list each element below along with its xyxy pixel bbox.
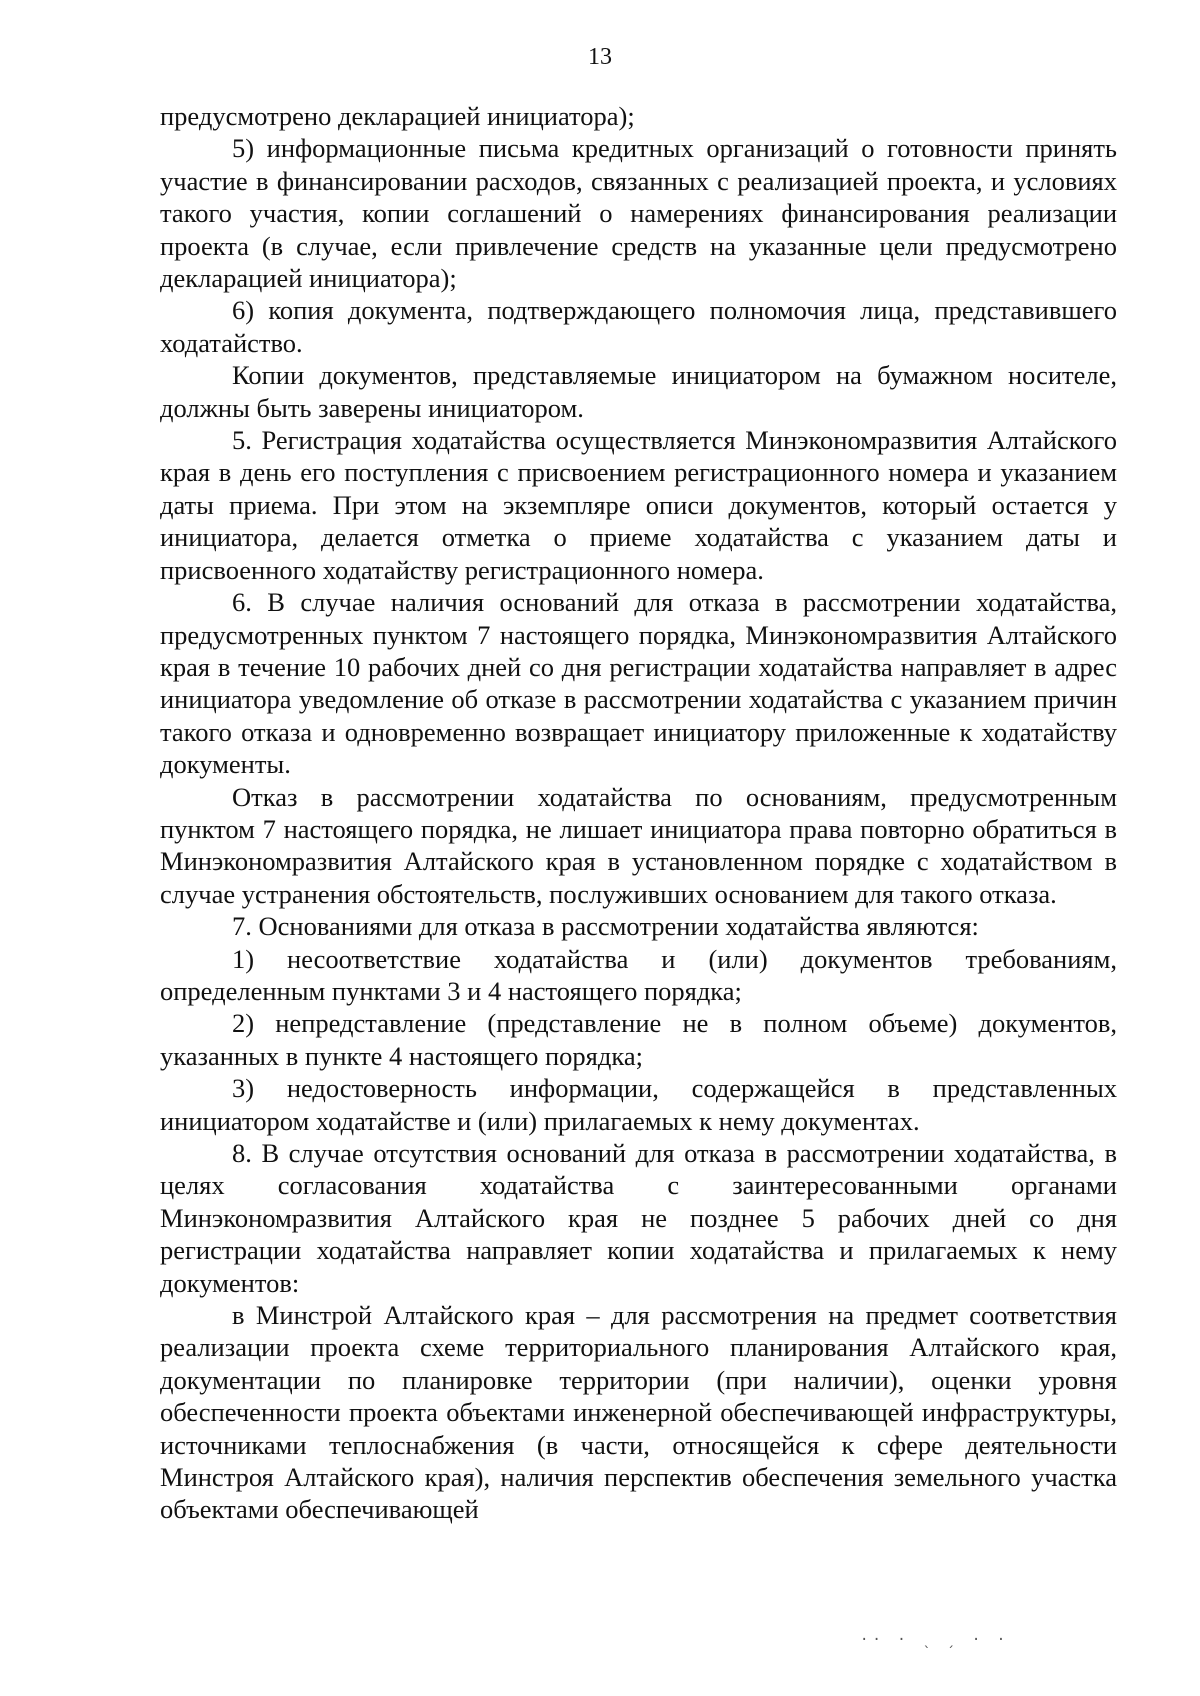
paragraph: 3) недостоверность информации, содержащейся в представленных инициатором ходатайстве и (или) прилагаемых к нему документах. [160, 1073, 1117, 1136]
paragraph: предусмотрено декларацией инициатора); [160, 101, 635, 131]
paragraph: Отказ в рассмотрении ходатайства по основаниям, предусмотренным пунктом 7 настоящего порядка, не лишает инициатора права повторно обратиться в Минэкономразвития Алтайского края в установленном порядке с ходатайством в случае устранения обстоятельств, послуживших основанием для такого отказа. [160, 781, 1117, 909]
paragraph: 7. Основаниями для отказа в рассмотрении ходатайства являются: [232, 911, 979, 942]
document-body [160, 100, 1117, 1526]
paragraph: 5) информационные письма кредитных организаций о готовности принять участие в финансировании расходов, связанных с реализацией проекта, и условиях такого участия, копии соглашений о намерениях финансирования реализации проекта (в случае, если привлечение средств на указанные цели предусмотрено декларацией инициатора); [160, 133, 1117, 294]
paragraph: 6) копия документа, подтверждающего полномочия лица, представившего ходатайство. [160, 295, 1117, 358]
paragraph: 2) непредставление (представление не в полном объеме) документов, указанных в пункте 4 настоящего порядка; [160, 1008, 1117, 1071]
paragraph: в Минстрой Алтайского края – для рассмотрения на предмет соответствия реализации проекта схеме территориального планирования Алтайского края, документации по планировке территории (при наличии), оценки уровня обеспеченности проекта объектами инженерной обеспечивающей инфраструктуры, источниками теплоснабжения (в части, относящейся к сфере деятельности Минстроя Алтайского края), наличия перспектив обеспечения земельного участка объектами обеспечивающей [160, 1300, 1117, 1525]
paragraph: 1) несоответствие ходатайства и (или) документов требованиям, определенным пунктами 3 и 4 настоящего порядка; [160, 943, 1117, 1006]
paragraph: 8. В случае отсутствия оснований для отказа в рассмотрении ходатайства, в целях согласования ходатайства с заинтересованными органами Минэкономразвития Алтайского края не позднее 5 рабочих дней со дня регистрации ходатайства направляет копии ходатайства и прилагаемых к нему документов: [160, 1138, 1117, 1298]
paragraph: 6. В случае наличия оснований для отказа в рассмотрении ходатайства, предусмотренных пунктом 7 настоящего порядка, Минэкономразвития Алтайского края в течение 10 рабочих дней со дня регистрации ходатайства направляет в адрес инициатора уведомление об отказе в рассмотрении ходатайства с указанием причин такого отказа и одновременно возвращает инициатору приложенные к ходатайству документы. [160, 587, 1117, 780]
page-number: 13 [588, 44, 612, 70]
scan-artifact-specks: ·· · ˎ ˏ · · [860, 1632, 1010, 1648]
paragraph: Копии документов, представляемые инициатором на бумажном носителе, должны быть заверены инициатором. [160, 360, 1117, 423]
paragraph: 5. Регистрация ходатайства осуществляется Минэкономразвития Алтайского края в день его поступления с присвоением регистрационного номера и указанием даты приема. При этом на экземпляре описи документов, который остается у инициатора, делается отметка о приеме ходатайства с указанием даты и присвоенного ходатайству регистрационного номера. [160, 425, 1117, 585]
